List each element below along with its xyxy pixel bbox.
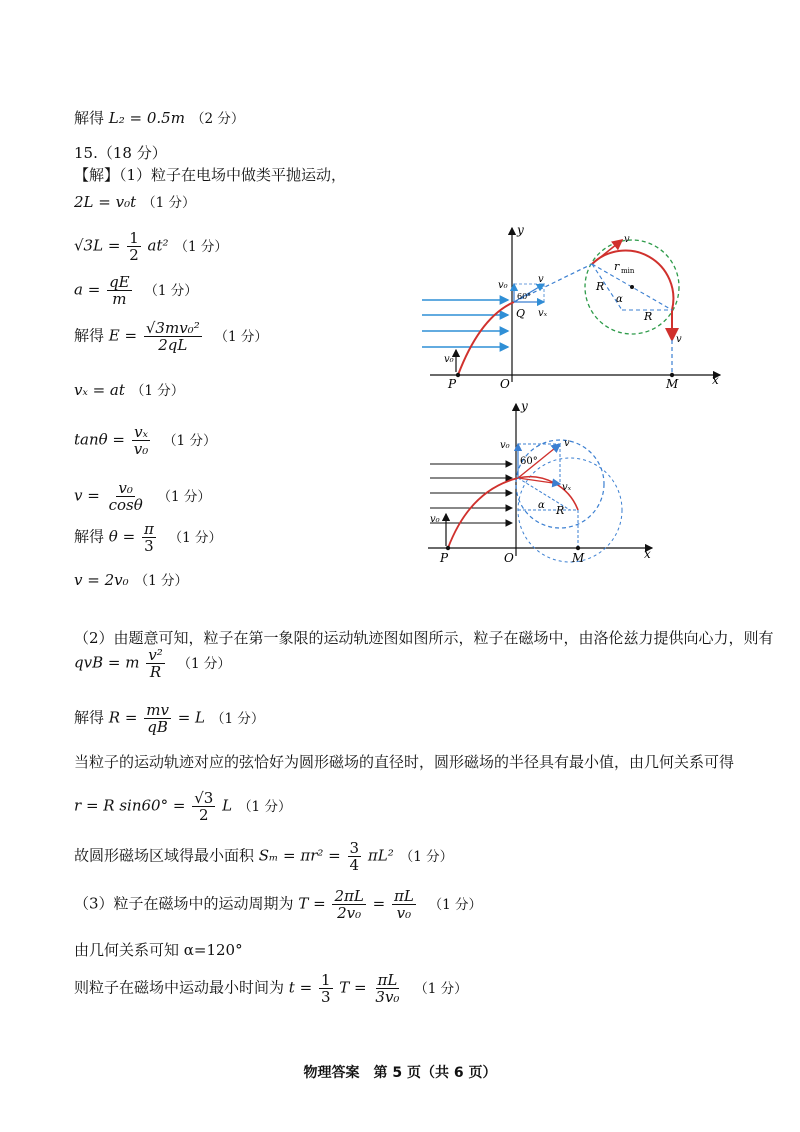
label-v-entry: v: [624, 234, 630, 245]
equation-7: v = $\frac{\text{v₀}}{\cos\theta}$ （1 分）: [74, 479, 211, 514]
alpha-line: 由几何关系可知 α=120°: [74, 941, 243, 959]
equation-3: a = $\frac{qE}{m}$ （1 分）: [74, 273, 198, 308]
label-vx-2: vₓ: [562, 482, 572, 493]
part2-intro: （2）由题意可知，粒子在第一象限的运动轨迹图如图所示，粒子在磁场中，由洛伦兹力提供向心力，则有: [74, 629, 774, 647]
l2-result-line: 解得 L₂ = 0.5m （2 分）: [74, 109, 245, 127]
label-angle-2: 60°: [520, 456, 538, 467]
trajectory-parabola: [458, 302, 514, 375]
label-rmin-sub: min: [621, 267, 635, 275]
equation-9: v = 2v₀ （1 分）: [74, 571, 188, 589]
equation-11: 解得 R = $\frac{mv}{qB}$ = L （1 分）: [74, 701, 265, 736]
figure-1-trajectory-diagram: [420, 222, 730, 390]
label-x-2: x: [644, 547, 651, 561]
solution-intro: 【解】（1）粒子在电场中做类平抛运动，: [74, 166, 347, 184]
label-v0-left-2: v₀: [430, 514, 440, 525]
label-r1: R: [596, 280, 605, 293]
label-y-2: y: [521, 400, 528, 413]
equation-2: √3L = $\frac{1}{2}$ at² （1 分）: [74, 229, 228, 264]
geometry-text: 当粒子的运动轨迹对应的弦恰好为圆形磁场的直径时，圆形磁场的半径具有最小值，由几何关系可得: [74, 753, 735, 771]
label-p: P: [448, 377, 457, 390]
time-line: 则粒子在磁场中运动最小时间为 t = $\frac{1}{3}$ T = $\frac{\pi L}{\text{3v₀}}$ （1 分）: [74, 971, 468, 1006]
label-rmin: r: [614, 260, 620, 273]
question-number: 15.（18 分）: [74, 144, 167, 162]
label-v0-top-2: v₀: [500, 440, 510, 451]
label-y: y: [517, 223, 524, 237]
electric-field-arrows: [422, 300, 508, 347]
field-lines-2: [430, 464, 512, 523]
equation-12: r = R sin60° = $\frac{√3}{2}$ L （1 分）: [74, 789, 292, 824]
label-p-2: P: [440, 551, 449, 565]
label-m-2: M: [572, 551, 585, 565]
trajectory-2: [448, 478, 518, 548]
equation-5: vₓ = at （1 分）: [74, 381, 185, 399]
area-line: 故圆形磁场区域得最小面积 Sₘ = πr² = $\frac{3}{4}$ πL² （1 分）: [74, 839, 454, 874]
label-alpha-2: α: [538, 500, 545, 511]
label-x: x: [712, 373, 719, 387]
label-angle: 60°: [517, 292, 532, 301]
vx-arrow-2: [518, 478, 560, 484]
equation-1: 2L = v₀t （1 分）: [74, 193, 196, 211]
label-v0-left: v₀: [444, 354, 454, 365]
figure-2-geometry-diagram: [420, 400, 660, 568]
label-alpha: α: [616, 294, 623, 305]
label-v-2: v: [564, 438, 570, 449]
label-v-exit: v: [676, 334, 682, 345]
label-vx: vₓ: [538, 308, 548, 319]
page-footer: 物理答案 第 5 页（共 6 页）: [303, 1065, 497, 1081]
label-m: M: [666, 377, 679, 390]
label-r2: R: [644, 310, 653, 323]
equation-8: 解得 θ = $\frac{\pi}{3}$ （1 分）: [74, 520, 222, 555]
label-q: Q: [516, 307, 526, 320]
label-v-q: v: [538, 274, 544, 285]
label-r-2: R: [556, 504, 565, 517]
label-o-2: O: [504, 551, 514, 565]
equation-6: tanθ = $\frac{\text{vₓ}}{\text{v₀}}$ （1 分）: [74, 423, 217, 458]
equation-10: qvB = m $\frac{\text{v²}}{R}$ （1 分）: [74, 646, 231, 681]
equation-4: 解得 E = $\frac{\text{√3mv₀²}}{2qL}$ （1 分）: [74, 319, 268, 354]
label-v0-top: v₀: [498, 280, 508, 291]
period-line: （3）粒子在磁场中的运动周期为 T = $\frac{2\pi L}{\text{2v₀}}$ = $\frac{\pi L}{\text{v₀}}$ （1 分）: [74, 887, 482, 922]
label-o: O: [500, 377, 510, 390]
